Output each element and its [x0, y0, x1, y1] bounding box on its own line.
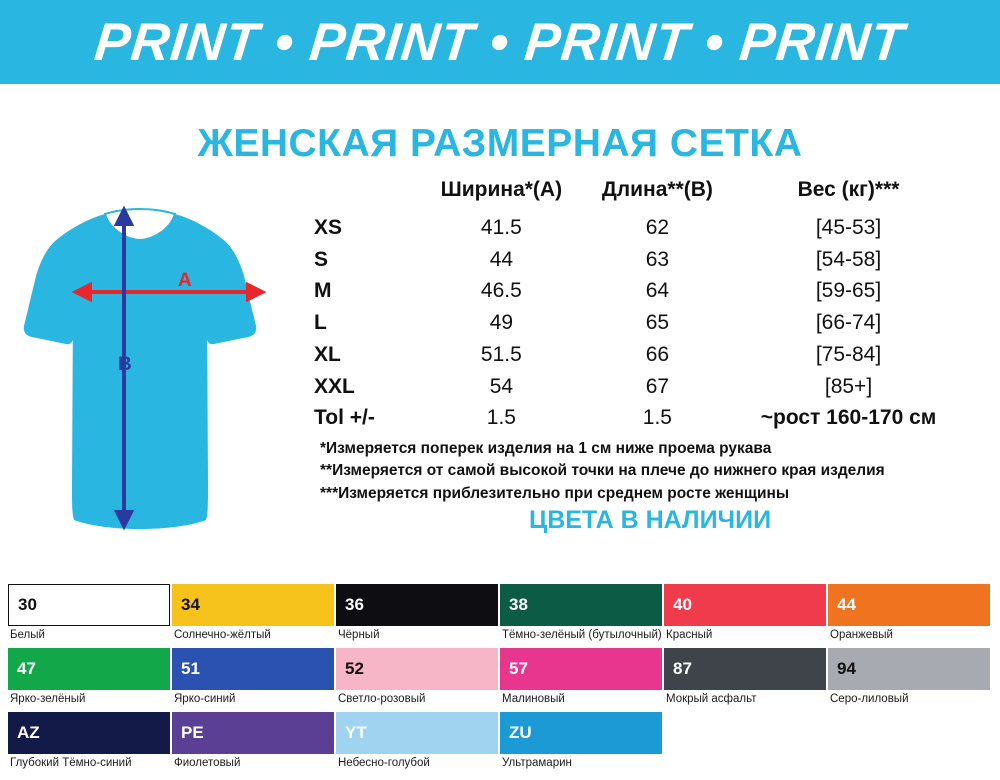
swatch-name: Красный: [666, 629, 713, 641]
swatch-code: 57: [509, 659, 528, 678]
swatch-code: 94: [837, 659, 856, 678]
banner-text: PRINT • PRINT • PRINT • PRINT: [92, 12, 908, 72]
cell-width: 1.5: [486, 406, 516, 430]
swatch-code: YT: [345, 723, 367, 742]
cell-length: 62: [645, 216, 670, 239]
swatch-chip: [828, 648, 990, 690]
cell-size: XS: [314, 216, 343, 239]
color-swatch[interactable]: [172, 648, 336, 712]
swatch-code: AZ: [17, 723, 40, 742]
color-swatch[interactable]: [500, 648, 664, 712]
header-width: Ширина*(A): [440, 178, 563, 201]
swatch-chip: [336, 584, 498, 626]
dimension-label-b: B: [118, 354, 132, 375]
swatch-name: Ярко-синий: [174, 693, 236, 705]
table-row: [310, 244, 965, 276]
cell-width: 41.5: [480, 216, 522, 239]
note-line-2: **Измеряется от самой высокой точки на плече до нижнего края изделия: [320, 462, 885, 480]
cell-weight: [75-84]: [815, 342, 882, 366]
table-row: [310, 212, 965, 244]
color-swatch[interactable]: [664, 584, 828, 648]
swatch-code: 38: [509, 595, 528, 614]
swatch-chip: [664, 584, 826, 626]
color-swatch[interactable]: [172, 584, 336, 648]
swatch-code: 36: [345, 595, 364, 614]
swatch-chip: [172, 648, 334, 690]
swatch-chip: [8, 712, 170, 754]
swatch-name: Фиолетовый: [174, 757, 241, 769]
table-header-row: [310, 174, 965, 212]
swatch-chip: [8, 584, 170, 626]
table-row: [310, 339, 965, 371]
swatch-chip: [172, 584, 334, 626]
colors-heading: ЦВЕТА В НАЛИЧИИ: [528, 506, 772, 534]
swatch-code: 40: [673, 595, 692, 614]
color-swatch[interactable]: [828, 648, 992, 712]
cell-length: 65: [645, 311, 670, 335]
swatch-name: Ультрамарин: [502, 757, 572, 769]
swatch-chip: [8, 648, 170, 690]
table-row: [310, 307, 965, 339]
cell-size: XXL: [314, 374, 355, 398]
note-line-1: *Измеряется поперек изделия на 1 см ниже проема рукава: [320, 440, 772, 457]
cell-size: XL: [314, 342, 341, 366]
swatch-code: ZU: [509, 723, 532, 742]
swatch-name: Солнечно-жёлтый: [174, 629, 271, 641]
swatch-name: Серо-лиловый: [830, 693, 909, 705]
cell-size: Tol +/-: [314, 406, 375, 430]
color-swatch[interactable]: [8, 584, 172, 648]
header-weight: Вес (кг)***: [797, 178, 900, 201]
swatch-name: Малиновый: [502, 693, 565, 705]
swatch-chip: [336, 712, 498, 754]
swatch-chip: [172, 712, 334, 754]
color-swatch[interactable]: [500, 584, 664, 648]
swatch-chip: [336, 648, 498, 690]
main-content: [0, 166, 1000, 546]
swatch-name: Чёрный: [338, 629, 380, 641]
cell-width: 46.5: [480, 279, 522, 303]
swatch-code: 52: [345, 659, 364, 678]
swatch-name: Оранжевый: [830, 629, 893, 641]
cell-height-note: ~рост 160-170 см: [760, 406, 937, 430]
swatch-name: Глубокий Тёмно-синий: [10, 757, 132, 769]
cell-length: 64: [645, 279, 670, 303]
measurement-notes: [320, 438, 990, 505]
color-swatch[interactable]: [500, 712, 664, 776]
swatch-code: 44: [837, 595, 856, 614]
cell-length: 66: [645, 342, 670, 366]
cell-size: M: [314, 279, 332, 303]
swatch-code: PE: [181, 723, 204, 742]
swatch-code: 30: [18, 595, 37, 614]
swatch-name: Тёмно-зелёный (бутылочный): [502, 629, 662, 641]
cell-width: 44: [489, 247, 514, 271]
print-banner: [0, 0, 1000, 84]
cell-weight: [45-53]: [815, 216, 882, 239]
note-line-3: ***Измеряется приблезительно при среднем росте женщины: [320, 484, 790, 502]
cell-weight: [85+]: [824, 374, 873, 398]
color-swatch[interactable]: [336, 712, 500, 776]
table-row: [310, 371, 965, 403]
size-table-wrapper: [310, 174, 990, 434]
page-title: ЖЕНСКАЯ РАЗМЕРНАЯ СЕТКА: [197, 122, 803, 165]
cell-size: L: [314, 311, 327, 335]
cell-weight: [54-58]: [815, 247, 882, 271]
cell-width: 49: [489, 311, 514, 335]
swatch-name: Светло-розовый: [338, 693, 426, 705]
swatch-chip: [828, 584, 990, 626]
swatch-code: 87: [673, 659, 692, 678]
cell-length: 63: [645, 247, 670, 271]
header-size: [310, 174, 420, 212]
cell-size: S: [314, 247, 329, 271]
cell-weight: [66-74]: [815, 311, 882, 335]
color-swatch-grid: [8, 584, 992, 776]
color-swatch[interactable]: [336, 584, 500, 648]
cell-length: 1.5: [642, 406, 672, 430]
size-table: [310, 174, 965, 434]
cell-width: 54: [489, 374, 514, 398]
swatch-chip: [500, 712, 662, 754]
table-row: [310, 402, 965, 434]
cell-weight: [59-65]: [815, 279, 882, 303]
swatch-code: 34: [181, 595, 200, 614]
swatch-code: 51: [181, 659, 200, 678]
swatch-chip: [500, 584, 662, 626]
color-swatch[interactable]: [172, 712, 336, 776]
color-swatch[interactable]: [336, 648, 500, 712]
color-swatch[interactable]: [664, 648, 828, 712]
color-swatch[interactable]: [8, 648, 172, 712]
cell-width: 51.5: [480, 342, 522, 366]
tshirt-svg: [10, 184, 310, 544]
swatch-name: Белый: [10, 629, 45, 641]
swatch-code: 47: [17, 659, 36, 678]
table-row: [310, 275, 965, 307]
swatch-name: Небесно-голубой: [338, 757, 430, 769]
cell-length: 67: [645, 374, 670, 398]
header-length: Длина**(B): [601, 178, 713, 201]
tshirt-illustration: [10, 184, 310, 544]
swatch-name: Ярко-зелёный: [10, 693, 86, 705]
swatch-chip: [664, 648, 826, 690]
color-swatch[interactable]: [8, 712, 172, 776]
swatch-chip: [500, 648, 662, 690]
swatch-name: Мокрый асфальт: [666, 693, 757, 705]
color-swatch[interactable]: [828, 584, 992, 648]
dimension-label-a: A: [178, 270, 192, 291]
